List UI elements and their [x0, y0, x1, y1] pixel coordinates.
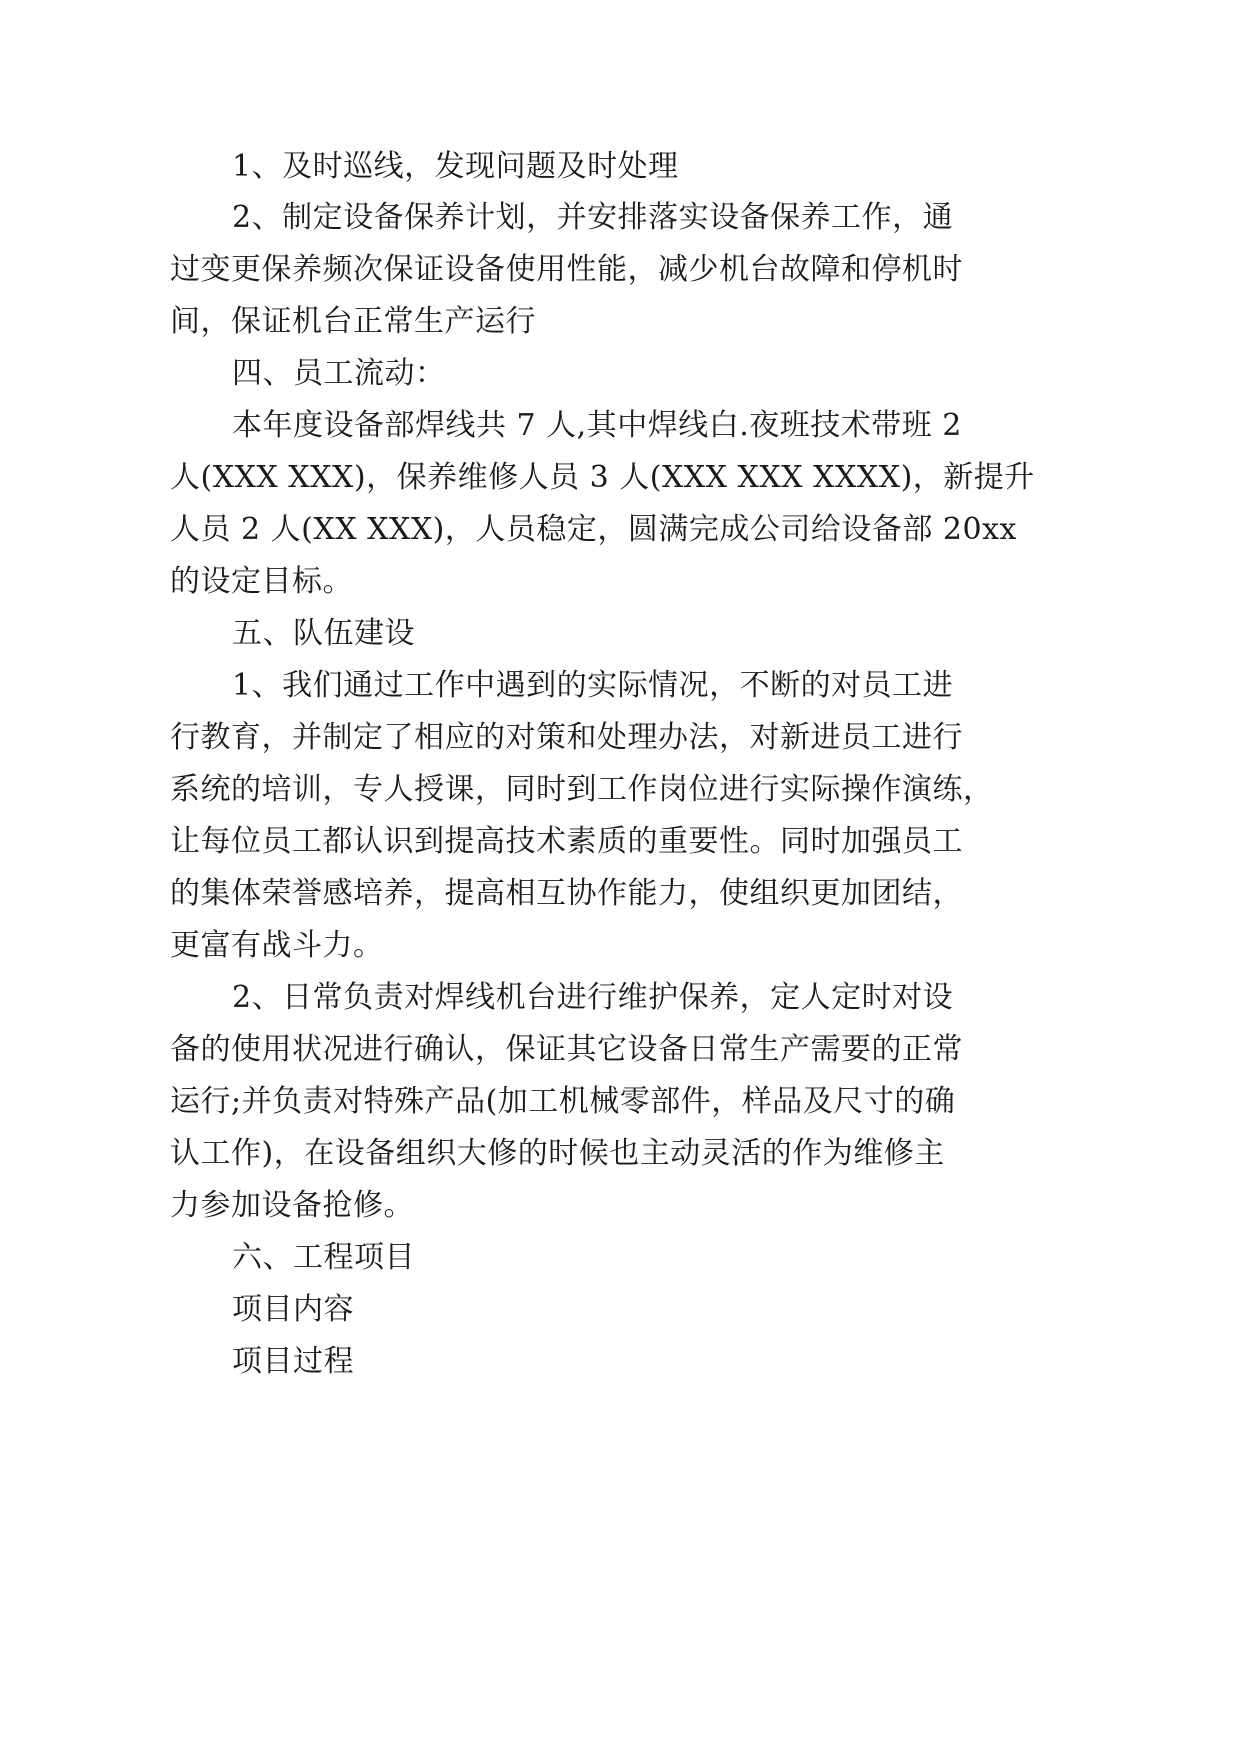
section-heading: 六、工程项目: [232, 1240, 415, 1275]
paragraph-line: 的集体荣誉感培养，提高相互协作能力，使组织更加团结，: [170, 876, 963, 911]
paragraph-line: 行教育，并制定了相应的对策和处理办法，对新进员工进行: [170, 720, 963, 755]
list-item: 项目内容: [232, 1292, 354, 1327]
paragraph-line: 2、日常负责对焊线机台进行维护保养，定人定时对设: [232, 980, 954, 1015]
paragraph-line: 人(XXX XXX)，保养维修人员 3 人(XXX XXX XXXX)，新提升: [170, 460, 1035, 495]
paragraph-line: 2、制定设备保养计划，并安排落实设备保养工作，通: [232, 200, 954, 235]
paragraph-line: 人员 2 人(XX XXX)，人员稳定，圆满完成公司给设备部 20xx: [170, 512, 1017, 547]
paragraph-line: 让每位员工都认识到提高技术素质的重要性。同时加强员工: [170, 824, 963, 859]
list-item: 1、及时巡线，发现问题及时处理: [232, 149, 679, 184]
section-heading: 四、员工流动：: [232, 356, 446, 391]
paragraph-line: 运行;并负责对特殊产品(加工机械零部件，样品及尺寸的确: [170, 1084, 956, 1119]
paragraph-line: 更富有战斗力。: [170, 928, 384, 963]
paragraph-line: 备的使用状况进行确认，保证其它设备日常生产需要的正常: [170, 1032, 963, 1067]
paragraph-line: 力参加设备抢修。: [170, 1188, 414, 1223]
paragraph-line: 系统的培训，专人授课，同时到工作岗位进行实际操作演练，: [170, 772, 994, 807]
list-item: 项目过程: [232, 1344, 354, 1379]
section-heading: 五、队伍建设: [232, 616, 415, 651]
paragraph-line: 1、我们通过工作中遇到的实际情况，不断的对员工进: [232, 668, 954, 703]
paragraph-line: 的设定目标。: [170, 564, 353, 599]
paragraph-line: 认工作)，在设备组织大修的时候也主动灵活的作为维修主: [170, 1136, 945, 1171]
paragraph-line: 本年度设备部焊线共 7 人,其中焊线白.夜班技术带班 2: [232, 408, 962, 443]
paragraph-line: 间，保证机台正常生产运行: [170, 304, 536, 339]
paragraph-line: 过变更保养频次保证设备使用性能，减少机台故障和停机时: [170, 252, 963, 287]
